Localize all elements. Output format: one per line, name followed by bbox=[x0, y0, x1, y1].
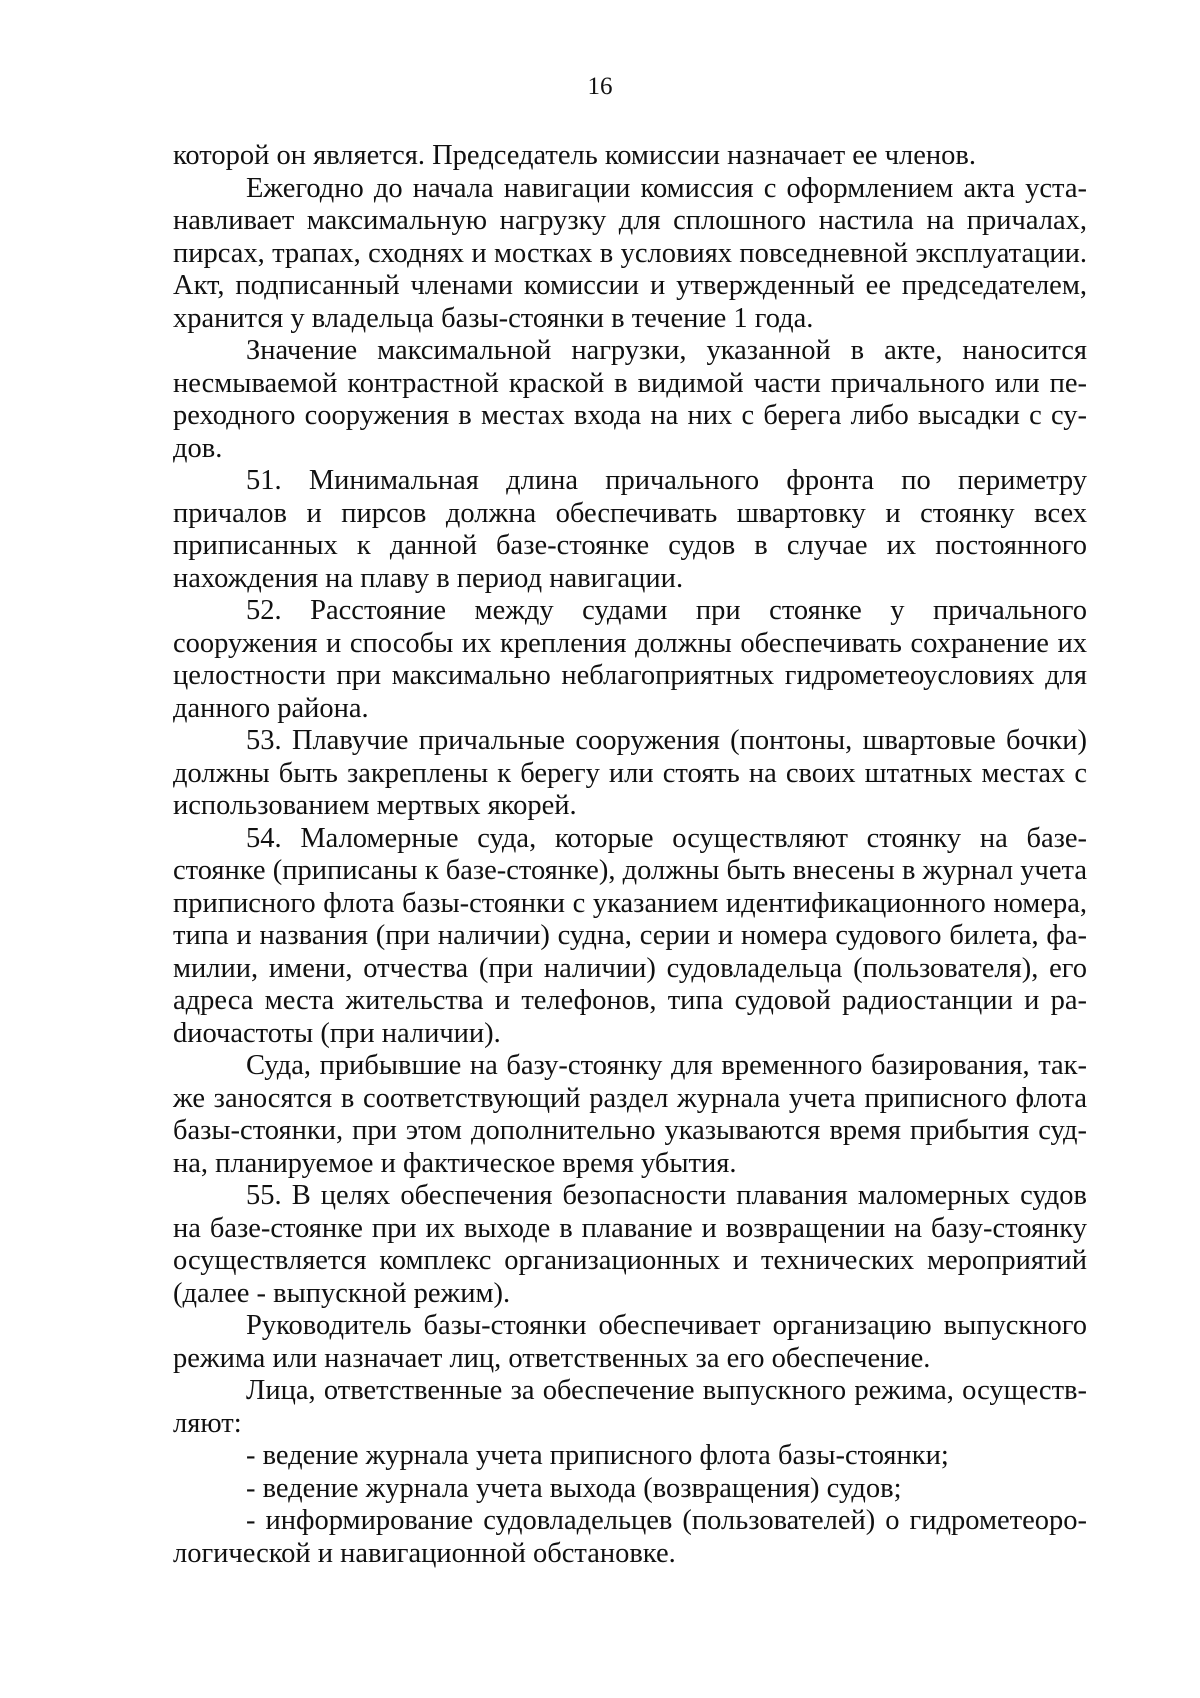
list-item-registry-journal: - ведение журнала учета приписного флота базы-стоянки; bbox=[246, 1440, 949, 1471]
paragraph-annual-inspection: Ежегодно до начала навигации комиссия с оформлением акта устанавливает максимальную нагрузку для сплошного настила на причалах, пирсах, трапах, сходнях и мостках в условиях повседневной эксплуатации. Акт, подписанный членами комиссии и утвержденный ее председателем, хранится у владельца базы-стоянки в течение 1 года. bbox=[173, 172, 1087, 334]
paragraph-responsible-persons: Лица, ответственные за обеспечение выпускного режима, осуществляют: bbox=[173, 1375, 1087, 1439]
paragraph-item-54: 54. Маломерные суда, которые осуществляют стоянку на базе-стоянке (приписаны к базе-стоянке), должны быть внесены в журнал учета приписного флота базы-стоянки с указанием идентификационного номера, типа и названия (при наличии) судна, серии и номера судового билета, фамилии, имени, отчества (при наличии) судовладельца (пользователя), его адреса места жительства и телефонов, типа судовой радиостанции и раdиочастоты (при наличии). bbox=[173, 822, 1087, 1049]
list-item-departure-journal: - ведение журнала учета выхода (возвращения) судов; bbox=[246, 1472, 902, 1504]
paragraph-item-51: 51. Минимальная длина причального фронта по периметру причалов и пирсов должна обеспечивать швартовку и стоянку всех приписанных к данной базе-стоянке судов в случае их постоянного нахождения на плаву в период навигации. bbox=[173, 465, 1087, 594]
paragraph-item-55: 55. В целях обеспечения безопасности плавания маломерных судов на базе-стоянке при их выходе в плавание и возвращении на базу-стоянку осуществляется комплекс организационных и технических мероприятий (далее - выпускной режим). bbox=[173, 1180, 1087, 1309]
paragraph-temporary-vessels: Суда, прибывшие на базу-стоянку для временного базирования, также заносятся в соответствующий раздел журнала учета приписного флота базы-стоянки, при этом дополнительно указываются время прибытия судна, планируемое и фактическое время убытия. bbox=[173, 1050, 1087, 1179]
paragraph-manager-duties: Руководитель базы-стоянки обеспечивает организацию выпускного режима или назначает лиц, ответственных за его обеспечение. bbox=[173, 1310, 1087, 1374]
paragraph-item-53: 53. Плавучие причальные сооружения (понтоны, швартовые бочки) должны быть закреплены к берегу или стоять на своих штатных местах с использованием мертвых якорей. bbox=[173, 725, 1087, 821]
paragraph-continuation: которой он является. Председатель комиссии назначает ее членов. bbox=[173, 140, 976, 171]
document-body bbox=[173, 140, 1087, 1570]
list-item-weather-informing: - информирование судовладельцев (пользователей) о гидрометеорологической и навигационной обстановке. bbox=[173, 1505, 1087, 1569]
page-number: 16 bbox=[587, 73, 613, 100]
paragraph-item-52: 52. Расстояние между судами при стоянке у причального сооружения и способы их крепления должны обеспечивать сохранение их целостности при максимально неблагоприятных гидрометеоусловиях для данного района. bbox=[173, 595, 1087, 724]
paragraph-load-marking: Значение максимальной нагрузки, указанной в акте, наносится несмываемой контрастной краской в видимой части причального или переходного сооружения в местах входа на них с берега либо высадки с судов. bbox=[173, 335, 1087, 464]
